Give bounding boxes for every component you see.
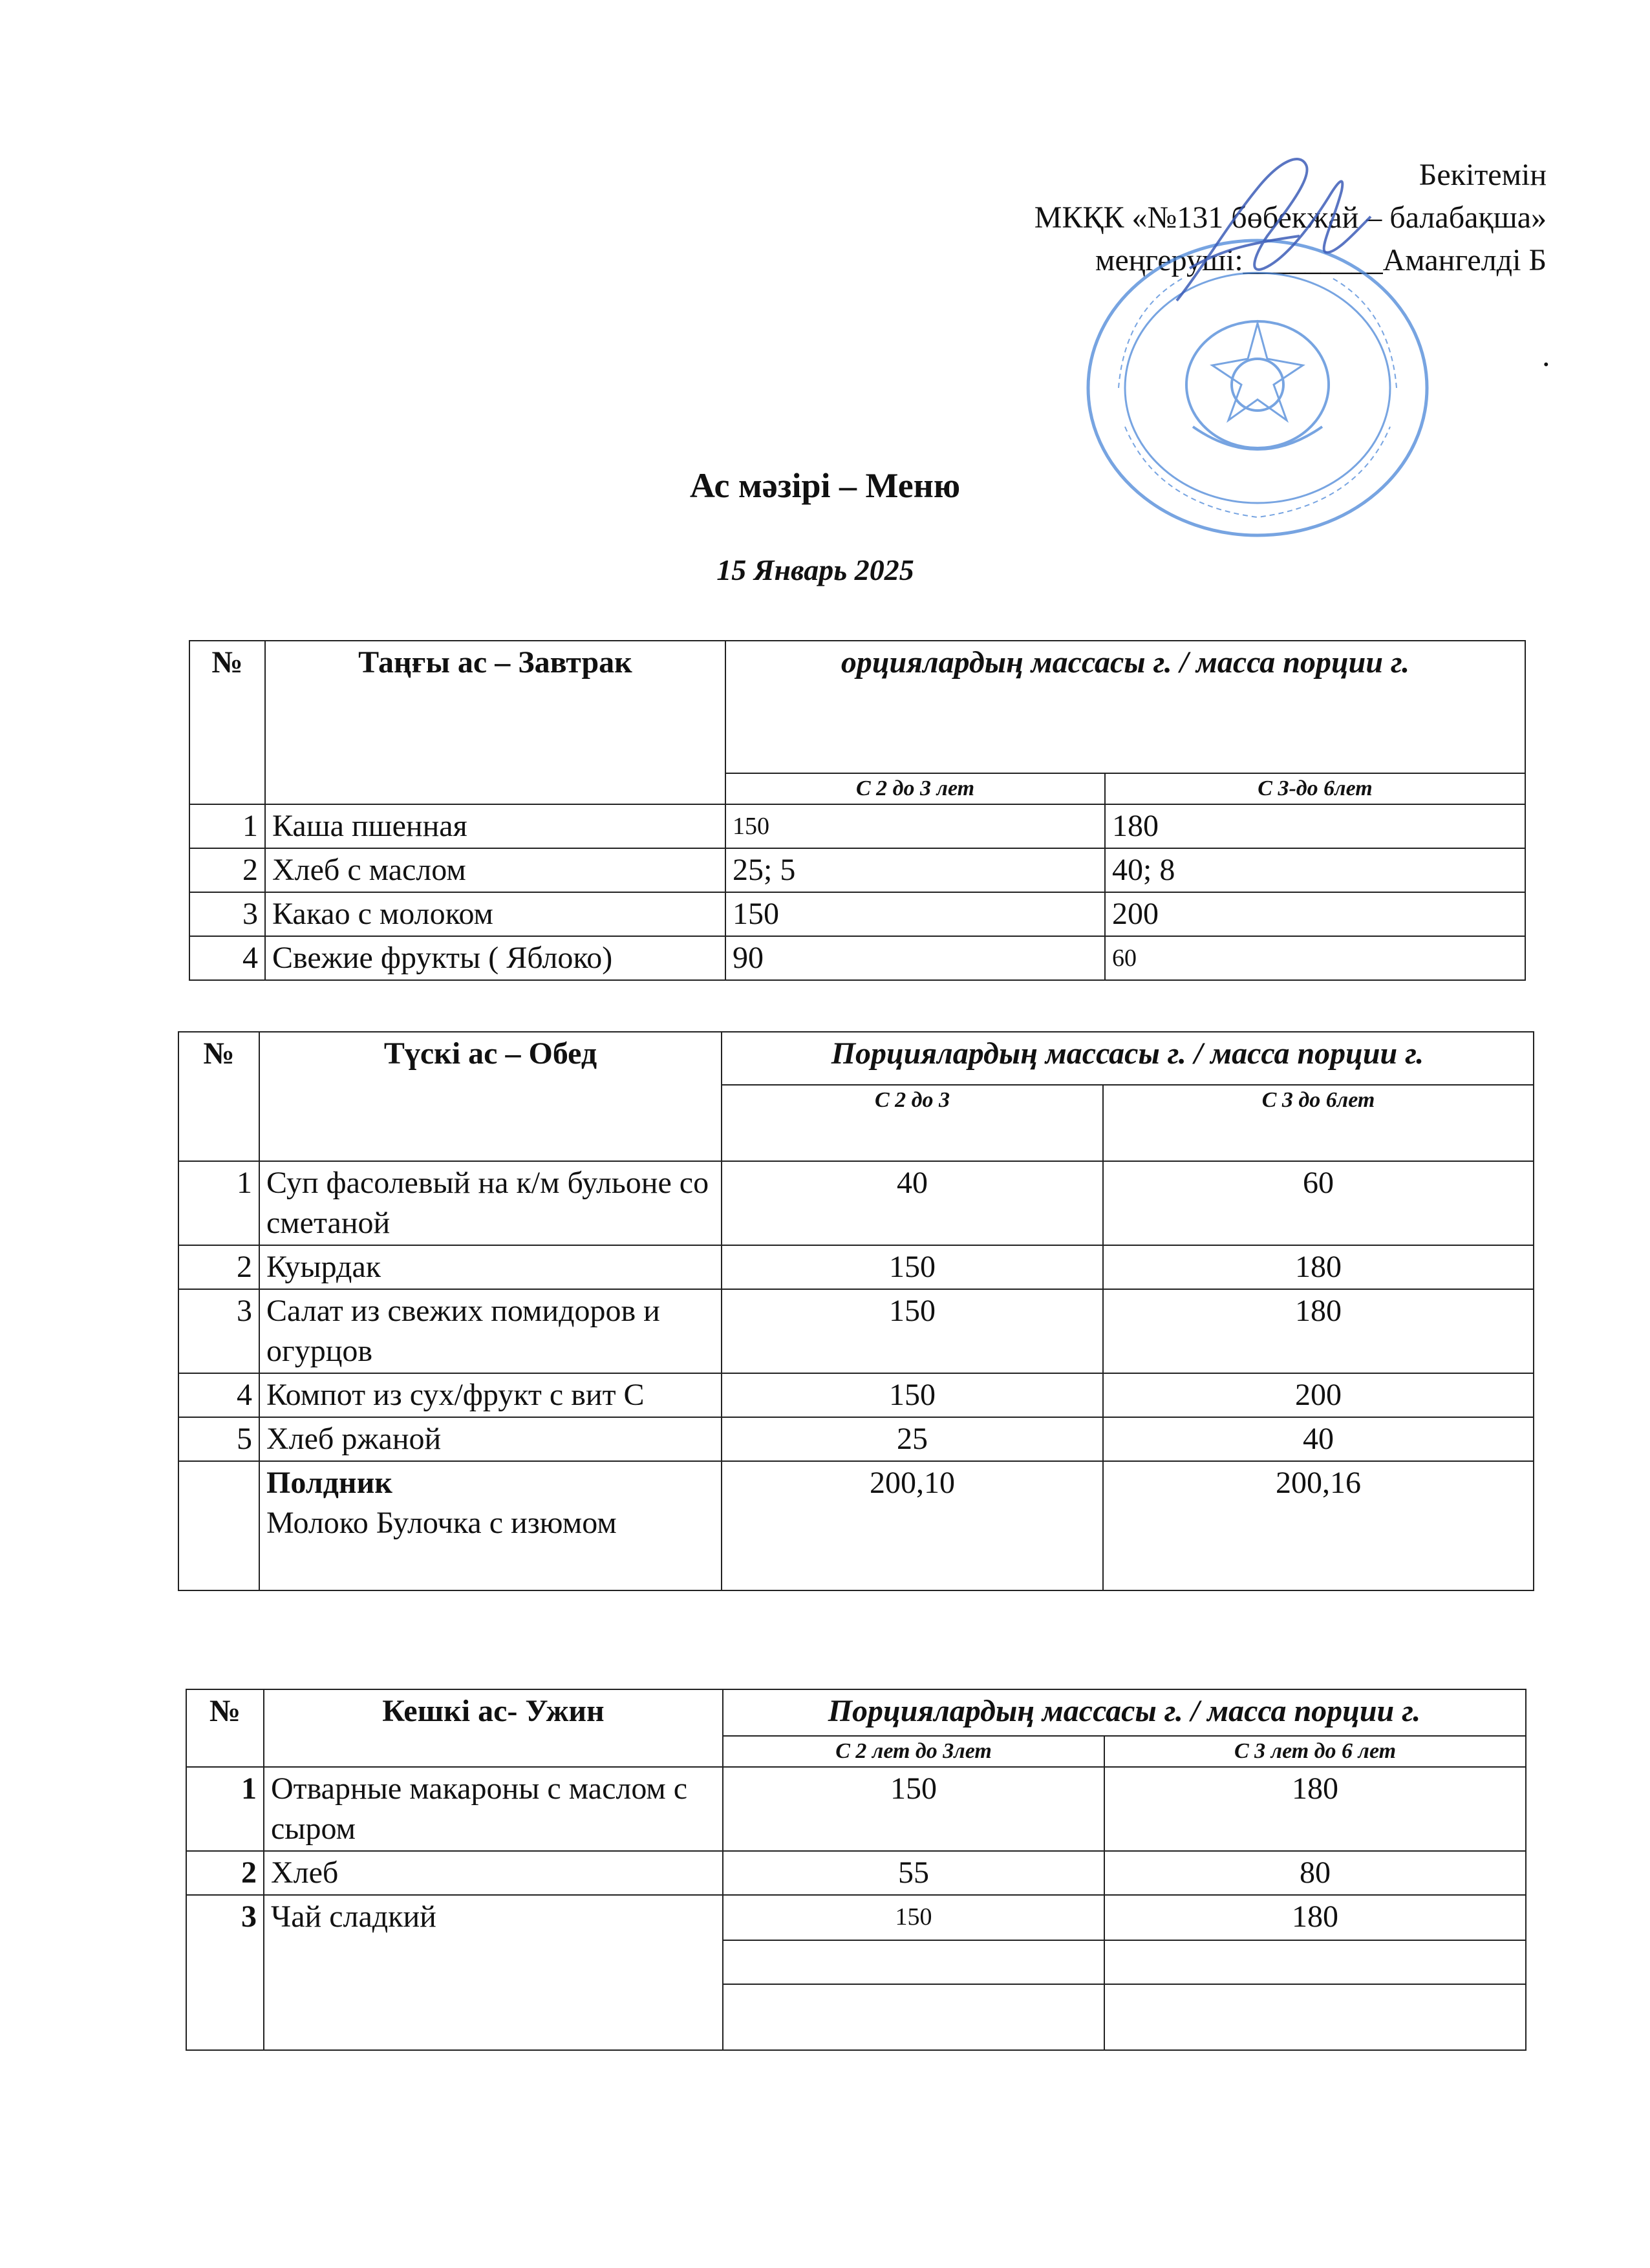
portion-age-1: 150 <box>725 804 1105 848</box>
approval-head-signature-line: меңгеруші:_________Амангелді Б <box>1095 243 1547 277</box>
row-number: 2 <box>189 848 265 892</box>
dinner-col-no: № <box>186 1689 264 1767</box>
menu-date: 15 Январь 2025 <box>716 553 914 586</box>
table-row <box>189 804 1525 848</box>
snack-portion-age-2: 200,16 <box>1103 1461 1534 1590</box>
table-row <box>178 1161 1534 1245</box>
approval-organization: МКҚК «№131 бөбекжай – балабақша» <box>1034 200 1547 235</box>
dish-name: Салат из свежих помидоров и огурцов <box>259 1289 722 1373</box>
table-row <box>189 936 1525 980</box>
portion-age-2: 200 <box>1103 1373 1534 1417</box>
page-title: Ас мәзірі – Меню <box>689 466 961 505</box>
empty-cell <box>1104 1984 1526 2050</box>
dinner-age-group-1: С 2 лет до 3лет <box>723 1736 1104 1767</box>
breakfast-age-group-2: С 3-до 6лет <box>1105 773 1525 804</box>
approval-dot: . <box>1542 337 1550 373</box>
row-number: 1 <box>186 1767 264 1851</box>
row-number: 3 <box>189 892 265 936</box>
dinner-age-group-2: С 3 лет до 6 лет <box>1104 1736 1526 1767</box>
portion-age-2: 180 <box>1103 1289 1534 1373</box>
dish-name: Куырдак <box>259 1245 722 1289</box>
empty-cell <box>723 1940 1104 1984</box>
table-row <box>186 1895 1526 1940</box>
approval-title: Бекітемін <box>1419 158 1547 192</box>
empty-cell <box>1104 1940 1526 1984</box>
portion-age-1: 150 <box>722 1373 1103 1417</box>
portion-age-2: 60 <box>1105 936 1525 980</box>
dish-name: Отварные макароны с маслом с сыром <box>264 1767 723 1851</box>
portion-age-2: 80 <box>1104 1851 1526 1895</box>
lunch-col-no: № <box>178 1032 259 1161</box>
dish-name: Хлеб <box>264 1851 723 1895</box>
row-number: 3 <box>178 1289 259 1373</box>
dish-name: Какао с молоком <box>265 892 725 936</box>
dinner-col-mass: Порциялардың массасы г. / масса порции г. <box>723 1689 1526 1736</box>
signature-icon <box>1151 139 1384 333</box>
row-number: 1 <box>178 1161 259 1245</box>
snack-portion-age-1: 200,10 <box>722 1461 1103 1590</box>
lunch-age-group-1: С 2 до 3 <box>722 1085 1103 1161</box>
table-row <box>178 1417 1534 1461</box>
portion-age-1: 150 <box>722 1289 1103 1373</box>
portion-age-1: 150 <box>722 1245 1103 1289</box>
breakfast-col-mass: орциялардың массасы г. / масса порции г. <box>725 641 1525 773</box>
portion-age-1: 150 <box>725 892 1105 936</box>
row-number: 4 <box>178 1373 259 1417</box>
portion-age-2: 180 <box>1104 1895 1526 1940</box>
portion-age-2: 180 <box>1103 1245 1534 1289</box>
row-number: 1 <box>189 804 265 848</box>
portion-age-2: 40; 8 <box>1105 848 1525 892</box>
table-row <box>189 848 1525 892</box>
breakfast-col-name: Таңғы ас – Завтрак <box>265 641 725 804</box>
portion-age-1: 150 <box>723 1767 1104 1851</box>
snack-row <box>178 1461 1534 1590</box>
portion-age-1: 25; 5 <box>725 848 1105 892</box>
portion-age-2: 60 <box>1103 1161 1534 1245</box>
empty-cell <box>723 1984 1104 2050</box>
dish-name: Свежие фрукты ( Яблоко) <box>265 936 725 980</box>
dish-name: Чай сладкий <box>264 1895 723 2050</box>
portion-age-2: 180 <box>1104 1767 1526 1851</box>
breakfast-table <box>189 640 1526 981</box>
snack-title: Полдник <box>266 1466 392 1500</box>
dish-name: Компот из сух/фрукт с вит С <box>259 1373 722 1417</box>
dinner-table <box>186 1689 1527 2051</box>
lunch-table <box>178 1031 1534 1591</box>
snack-row-number <box>178 1461 259 1590</box>
portion-age-1: 90 <box>725 936 1105 980</box>
table-row <box>178 1245 1534 1289</box>
portion-age-1: 55 <box>723 1851 1104 1895</box>
row-number: 4 <box>189 936 265 980</box>
table-row <box>186 1767 1526 1851</box>
snack-cell <box>259 1461 722 1590</box>
table-row <box>178 1289 1534 1373</box>
portion-age-2: 180 <box>1105 804 1525 848</box>
dish-name: Хлеб с маслом <box>265 848 725 892</box>
row-number: 3 <box>186 1895 264 2050</box>
breakfast-col-no: № <box>189 641 265 804</box>
lunch-age-group-2: С 3 до 6лет <box>1103 1085 1534 1161</box>
dish-name: Суп фасолевый на к/м бульоне со сметаной <box>259 1161 722 1245</box>
row-number: 5 <box>178 1417 259 1461</box>
portion-age-2: 40 <box>1103 1417 1534 1461</box>
table-row <box>178 1373 1534 1417</box>
dish-name: Каша пшенная <box>265 804 725 848</box>
table-row <box>186 1851 1526 1895</box>
portion-age-1: 40 <box>722 1161 1103 1245</box>
snack-items: Молоко Булочка с изюмом <box>266 1506 617 1540</box>
dish-name: Хлеб ржаной <box>259 1417 722 1461</box>
portion-age-2: 200 <box>1105 892 1525 936</box>
row-number: 2 <box>186 1851 264 1895</box>
row-number: 2 <box>178 1245 259 1289</box>
lunch-col-name: Түскі ас – Обед <box>259 1032 722 1161</box>
lunch-col-mass: Порциялардың массасы г. / масса порции г. <box>722 1032 1534 1085</box>
table-row <box>189 892 1525 936</box>
dinner-col-name: Кешкі ас- Ужин <box>264 1689 723 1767</box>
portion-age-1: 25 <box>722 1417 1103 1461</box>
breakfast-age-group-1: С 2 до 3 лет <box>725 773 1105 804</box>
portion-age-1: 150 <box>723 1895 1104 1940</box>
